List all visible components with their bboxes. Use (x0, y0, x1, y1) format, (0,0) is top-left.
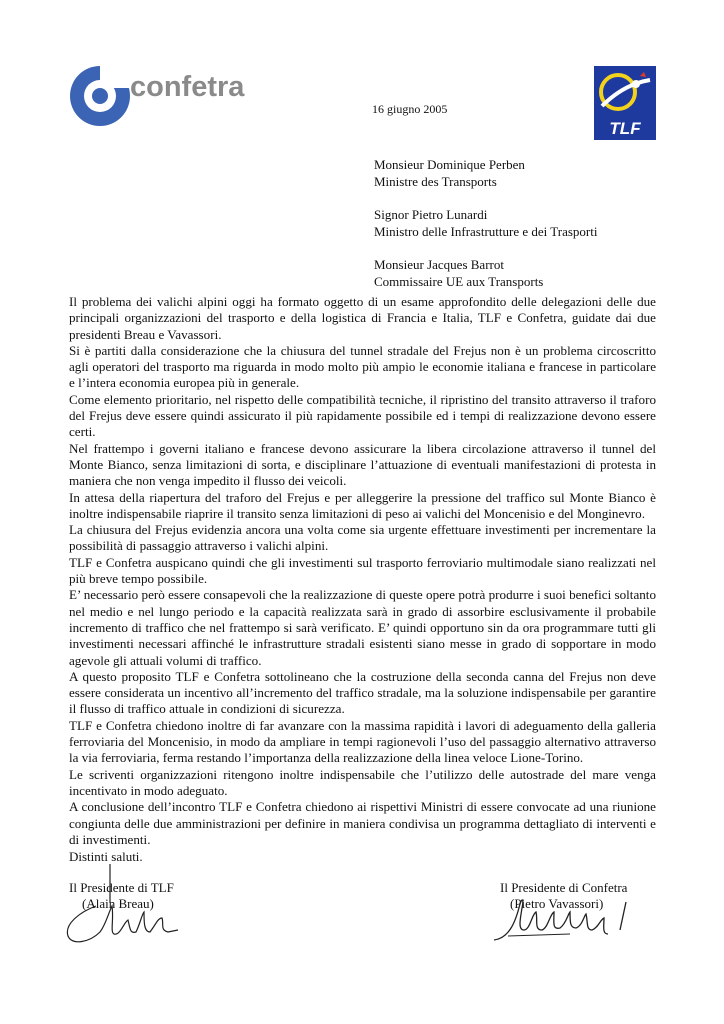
body-paragraph: A conclusione dell’incontro TLF e Confetra chiedono ai rispettivi Ministri di essere convocate ad una riunione congiunta delle due amministrazioni per definire in maniera condivisa un programma dettagliato di interventi e di investimenti. (69, 799, 656, 847)
letter-date: 16 giugno 2005 (372, 102, 448, 116)
body-paragraph: E’ necessario però essere consapevoli che la realizzazione di queste opere potrà produrre i suoi benefici soltanto nel medio e nel lungo periodo e la capacità realizzata sarà in grado di assorbire esclusivamente il probabile incremento di traffico che nel frattempo si sarà verificato. E’ quindi opportuno sin da ora programmare tutti gli investimenti necessari affinché le infrastrutture stradali esistenti siano messe in grado di sopportare in modo agevole gli attuali volumi di traffico. (69, 587, 656, 668)
addressee-block (374, 157, 598, 307)
body-paragraph: A questo proposito TLF e Confetra sottolineano che la costruzione della seconda canna del Frejus non deve essere considerata un incentivo all’incremento del traffico stradale, ma la soluzione indispensabile per garantire il flusso di traffico attuale in condizioni di sicurezza. (69, 668, 656, 717)
handwritten-signature-vavassori (490, 890, 640, 946)
addressee-lunardi (374, 207, 598, 240)
signature-name: (Pietro Vavassori) (510, 896, 604, 911)
addressee-name: Monsieur Dominique Perben (374, 157, 525, 172)
body-paragraph: La chiusura del Frejus evidenzia ancora una volta come sia urgente effettuare investimenti per incrementare la possibilità di passaggio attraverso i valichi alpini. (69, 522, 656, 554)
addressee-perben (374, 157, 598, 190)
letter-body (69, 294, 656, 848)
signature-role: Il Presidente di Confetra (500, 880, 628, 895)
tlf-logo (594, 66, 656, 140)
body-paragraph: In attesa della riapertura del traforo del Frejus e per alleggerire la pressione del traffico sul Monte Bianco è inoltre indispensabile riaprire il transito senza limitazioni di peso ai valichi del Moncenisio e del Monginevro. (69, 489, 656, 521)
tlf-logo-text: TLF (609, 119, 641, 138)
addressee-title: Ministro delle Infrastrutture e dei Trasporti (374, 223, 598, 239)
addressee-name: Monsieur Jacques Barrot (374, 257, 504, 272)
closing-salutation: Distinti saluti. (69, 849, 143, 864)
body-paragraph: Il problema dei valichi alpini oggi ha formato oggetto di un esame approfondito delle delegazioni delle due principali organizzazioni del trasporto e della logistica di Francia e Italia, TLF e Confetra, guidate dai due presidenti Breau e Vavassori. (69, 294, 656, 342)
signature-role: Il Presidente di TLF (69, 880, 174, 895)
body-paragraph: Le scriventi organizzazioni ritengono inoltre indispensabile che l’utilizzo delle autostrade del mare venga incentivato in modo adeguato. (69, 766, 656, 798)
body-paragraph: TLF e Confetra chiedono inoltre di far avanzare con la massima rapidità i lavori di adeguamento della galleria ferroviaria del Moncenisio, in modo da ampliare in tempi ragionevoli l’uso del passaggio alternativo attraverso la via ferroviaria, ferma restando l’importanza della realizzazione della linea veloce Lione-Torino. (69, 717, 656, 766)
body-paragraph: Come elemento prioritario, nel rispetto delle compatibilità tecniche, il ripristino del transito attraverso il traforo del Frejus deve essere quindi assicurato il più rapidamente possibile ed i tempi di realizzazione devono essere certi. (69, 391, 656, 440)
handwritten-signature-breau (60, 862, 180, 952)
addressee-title: Commissaire UE aux Transports (374, 273, 544, 289)
addressee-name: Signor Pietro Lunardi (374, 207, 488, 222)
body-paragraph: Nel frattempo i governi italiano e francese devono assicurare la libera circolazione attraverso il tunnel del Monte Bianco, senza limitazioni di sorta, e disciplinare l’attuazione di eventuali manifestazioni di protesta in maniera che non venga impedito il flusso dei veicoli. (69, 440, 656, 489)
signature-name: (Alain Breau) (82, 896, 154, 911)
addressee-title: Ministre des Transports (374, 173, 497, 189)
body-paragraph: Si è partiti dalla considerazione che la chiusura del tunnel stradale del Frejus non è un problema circoscritto agli operatori del trasporto ma riguarda in modo molto più ampio le economie italiana e francese in particolare e l’intera economia europea più in generale. (69, 342, 656, 391)
body-paragraph: TLF e Confetra auspicano quindi che gli investimenti sul trasporto ferroviario multimodale siano realizzati nel più breve tempo possibile. (69, 554, 656, 587)
confetra-logo-text: confetra (130, 71, 245, 103)
addressee-barrot (374, 257, 598, 290)
confetra-logo (68, 62, 268, 130)
